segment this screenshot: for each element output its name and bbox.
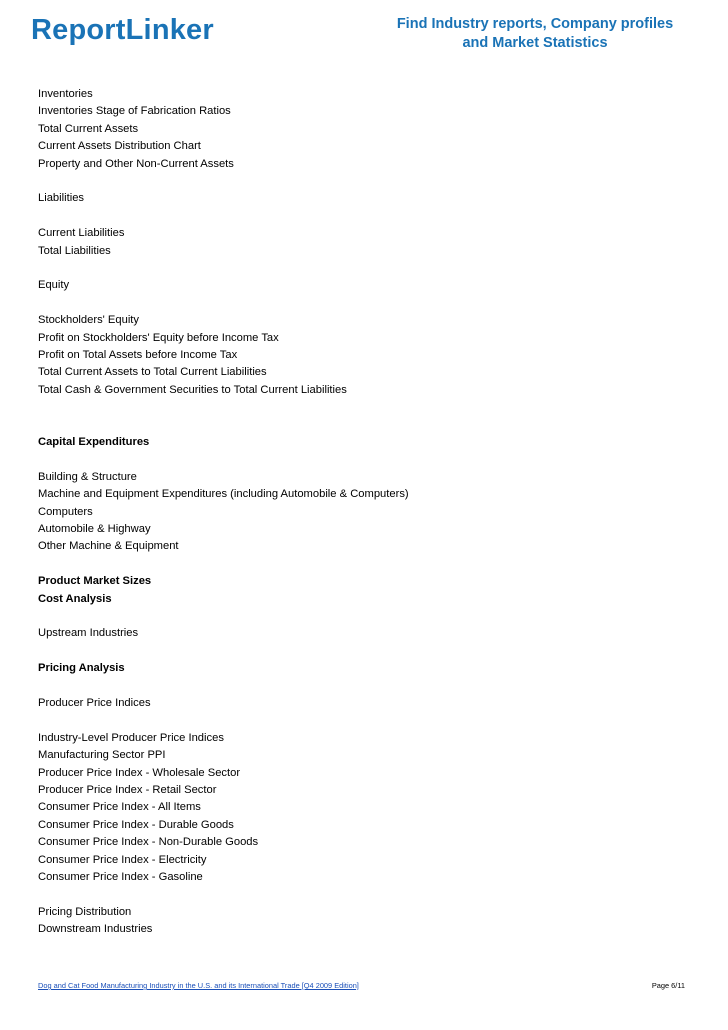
toc-item: Manufacturing Sector PPI xyxy=(38,749,166,762)
toc-item: Building & Structure xyxy=(38,470,137,483)
toc-item: Equity xyxy=(38,279,70,292)
toc-item: Industry-Level Producer Price Indices xyxy=(38,731,224,744)
toc-item: Producer Price Indices xyxy=(38,697,151,710)
header-tagline xyxy=(380,15,690,53)
toc-item: Stockholders' Equity xyxy=(38,314,140,327)
toc-item: Consumer Price Index - Durable Goods xyxy=(38,818,234,831)
toc-item: Profit on Stockholders' Equity before Income Tax xyxy=(38,331,279,344)
toc-item: Total Current Assets to Total Current Liabilities xyxy=(38,366,267,379)
toc-item: Current Liabilities xyxy=(38,227,125,240)
toc-item: Downstream Industries xyxy=(38,923,153,936)
toc-heading: Capital Expenditures xyxy=(38,436,150,449)
toc-item: Machine and Equipment Expenditures (including Automobile & Computers) xyxy=(38,488,409,501)
toc-item: Computers xyxy=(38,505,93,518)
reportlinker-logo[interactable]: ReportLinker xyxy=(31,14,214,46)
tagline-line-1: Find Industry reports, Company profiles xyxy=(396,16,674,32)
page-number: Page 6/11 xyxy=(651,981,685,990)
toc-item: Total Liabilities xyxy=(38,244,111,257)
toc-item: Profit on Total Assets before Income Tax xyxy=(38,349,238,362)
toc-item: Producer Price Index - Retail Sector xyxy=(38,784,217,797)
toc-item: Other Machine & Equipment xyxy=(38,540,179,553)
toc-heading: Product Market Sizes xyxy=(38,575,152,588)
toc-heading: Cost Analysis xyxy=(38,592,112,605)
table-of-contents xyxy=(38,86,409,939)
toc-item: Inventories xyxy=(38,88,93,100)
toc-heading: Pricing Analysis xyxy=(38,662,125,675)
toc-item: Consumer Price Index - Gasoline xyxy=(38,871,203,884)
toc-item: Upstream Industries xyxy=(38,627,139,640)
toc-item: Automobile & Highway xyxy=(38,523,151,536)
toc-item: Consumer Price Index - All Items xyxy=(38,801,201,814)
toc-item: Inventories Stage of Fabrication Ratios xyxy=(38,105,231,118)
toc-item: Liabilities xyxy=(38,192,85,205)
tagline-line-2: and Market Statistics xyxy=(462,35,608,51)
toc-item: Producer Price Index - Wholesale Sector xyxy=(38,766,241,779)
toc-item: Total Cash & Government Securities to Total Current Liabilities xyxy=(38,383,347,396)
toc-item: Current Assets Distribution Chart xyxy=(38,140,201,153)
toc-item: Consumer Price Index - Electricity xyxy=(38,853,207,866)
toc-item: Property and Other Non-Current Assets xyxy=(38,157,234,170)
toc-item: Consumer Price Index - Non-Durable Goods xyxy=(38,836,259,849)
toc-item: Total Current Assets xyxy=(38,122,139,135)
footer-report-link[interactable]: Dog and Cat Food Manufacturing Industry in the U.S. and its International Trade [Q4 2009 Edition] xyxy=(38,981,359,990)
toc-item: Pricing Distribution xyxy=(38,905,132,918)
